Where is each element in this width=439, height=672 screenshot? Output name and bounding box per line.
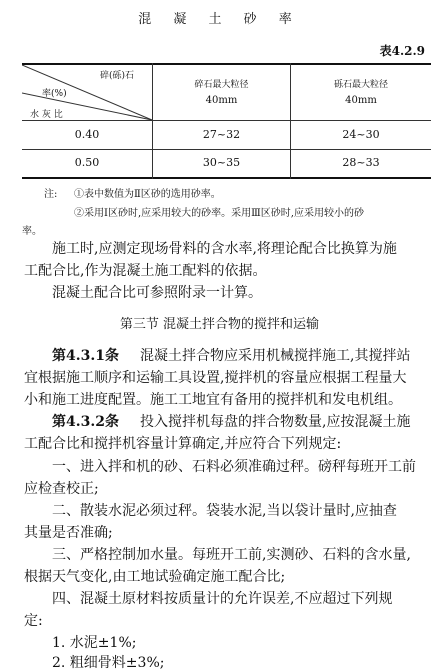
paragraph-1-line-2: 工配合比,作为混凝土施工配料的依据。 — [24, 263, 267, 279]
article-4-3-2-number: 第4.3.2条 — [52, 414, 119, 430]
header-diag-mid: 率(%) — [42, 89, 67, 99]
article-4-3-1-line-3: 小和施工进度配置。施工工地宜有备用的搅拌机和发电机组。 — [24, 392, 402, 408]
article-4-3-1-line-2: 宜根据施工顺序和运输工具设置,搅拌机的容量应根据工程量大 — [24, 370, 407, 386]
header-diag-bottom: 水 灰 比 — [30, 110, 63, 120]
header-col1: 碎石最大粒径 40mm — [194, 80, 249, 106]
list-item-1: 1. 水泥±1%; — [52, 635, 137, 651]
article-4-3-2-line-1: 投入搅拌机每盘的拌合物数量,应按混凝土施 — [140, 414, 411, 430]
header-col2: 砾石最大粒径 40mm — [333, 80, 388, 106]
note-label: 注: — [44, 189, 58, 200]
item-1-line-2: 应检查校正; — [24, 481, 99, 497]
sand-ratio-table — [22, 63, 431, 179]
note-1: ①表中数值为Ⅱ区砂的选用砂率。 — [74, 189, 221, 200]
paragraph-2: 混凝土配合比可参照附录一计算。 — [52, 285, 262, 301]
table-row-rule — [22, 149, 431, 150]
item-2-line-2: 其量是否准确; — [24, 525, 113, 541]
article-4-3-1-line-1: 混凝土拌合物应采用机械搅拌施工,其搅拌站 — [140, 348, 411, 364]
item-4-line-2: 定: — [24, 613, 43, 629]
item-3-line-1: 三、严格控制加水量。每班开工前,实测砂、石料的含水量, — [52, 547, 411, 563]
header-diag-top: 碎(砾)石 — [100, 71, 135, 81]
section-title: 第三节 混凝土拌合物的搅拌和运输 — [119, 317, 320, 332]
item-2-line-1: 二、散装水泥必须过秤。袋装水泥,当以袋计量时,应抽查 — [52, 503, 397, 519]
row2-wc: 0.50 — [74, 156, 100, 169]
item-1-line-1: 一、进入拌和机的砂、石料必须准确过秤。磅秤每班开工前 — [52, 459, 416, 475]
item-4-line-1: 四、混凝土原材料按质量计的允许误差,不应超过下列规 — [52, 591, 393, 607]
item-3-line-2: 根据天气变化,由工地试验确定施工配合比; — [24, 569, 286, 585]
list-item-2: 2. 粗细骨料±3%; — [52, 655, 165, 671]
row2-col1: 30~35 — [202, 156, 241, 169]
note-2-cont: 率。 — [22, 226, 42, 237]
row1-wc: 0.40 — [74, 128, 100, 141]
article-4-3-2-line-2: 工配合比和搅拌机容量计算确定,并应符合下列规定: — [24, 436, 342, 452]
row2-col2: 28~33 — [342, 156, 380, 169]
paragraph-1-line-1: 施工时,应测定现场骨料的含水率,将理论配合比换算为施 — [52, 241, 397, 257]
row1-col1: 27~32 — [202, 128, 241, 141]
note-2: ②采用Ⅰ区砂时,应采用较大的砂率。采用Ⅲ区砂时,应采用较小的砂 — [74, 208, 364, 219]
row1-col2: 24~30 — [342, 128, 380, 141]
page-title: 混 凝 土 砂 率 — [138, 12, 301, 27]
article-4-3-1-number: 第4.3.1条 — [52, 348, 119, 364]
table-number: 表4.2.9 — [379, 44, 425, 58]
table-bottom-rule — [22, 177, 431, 179]
